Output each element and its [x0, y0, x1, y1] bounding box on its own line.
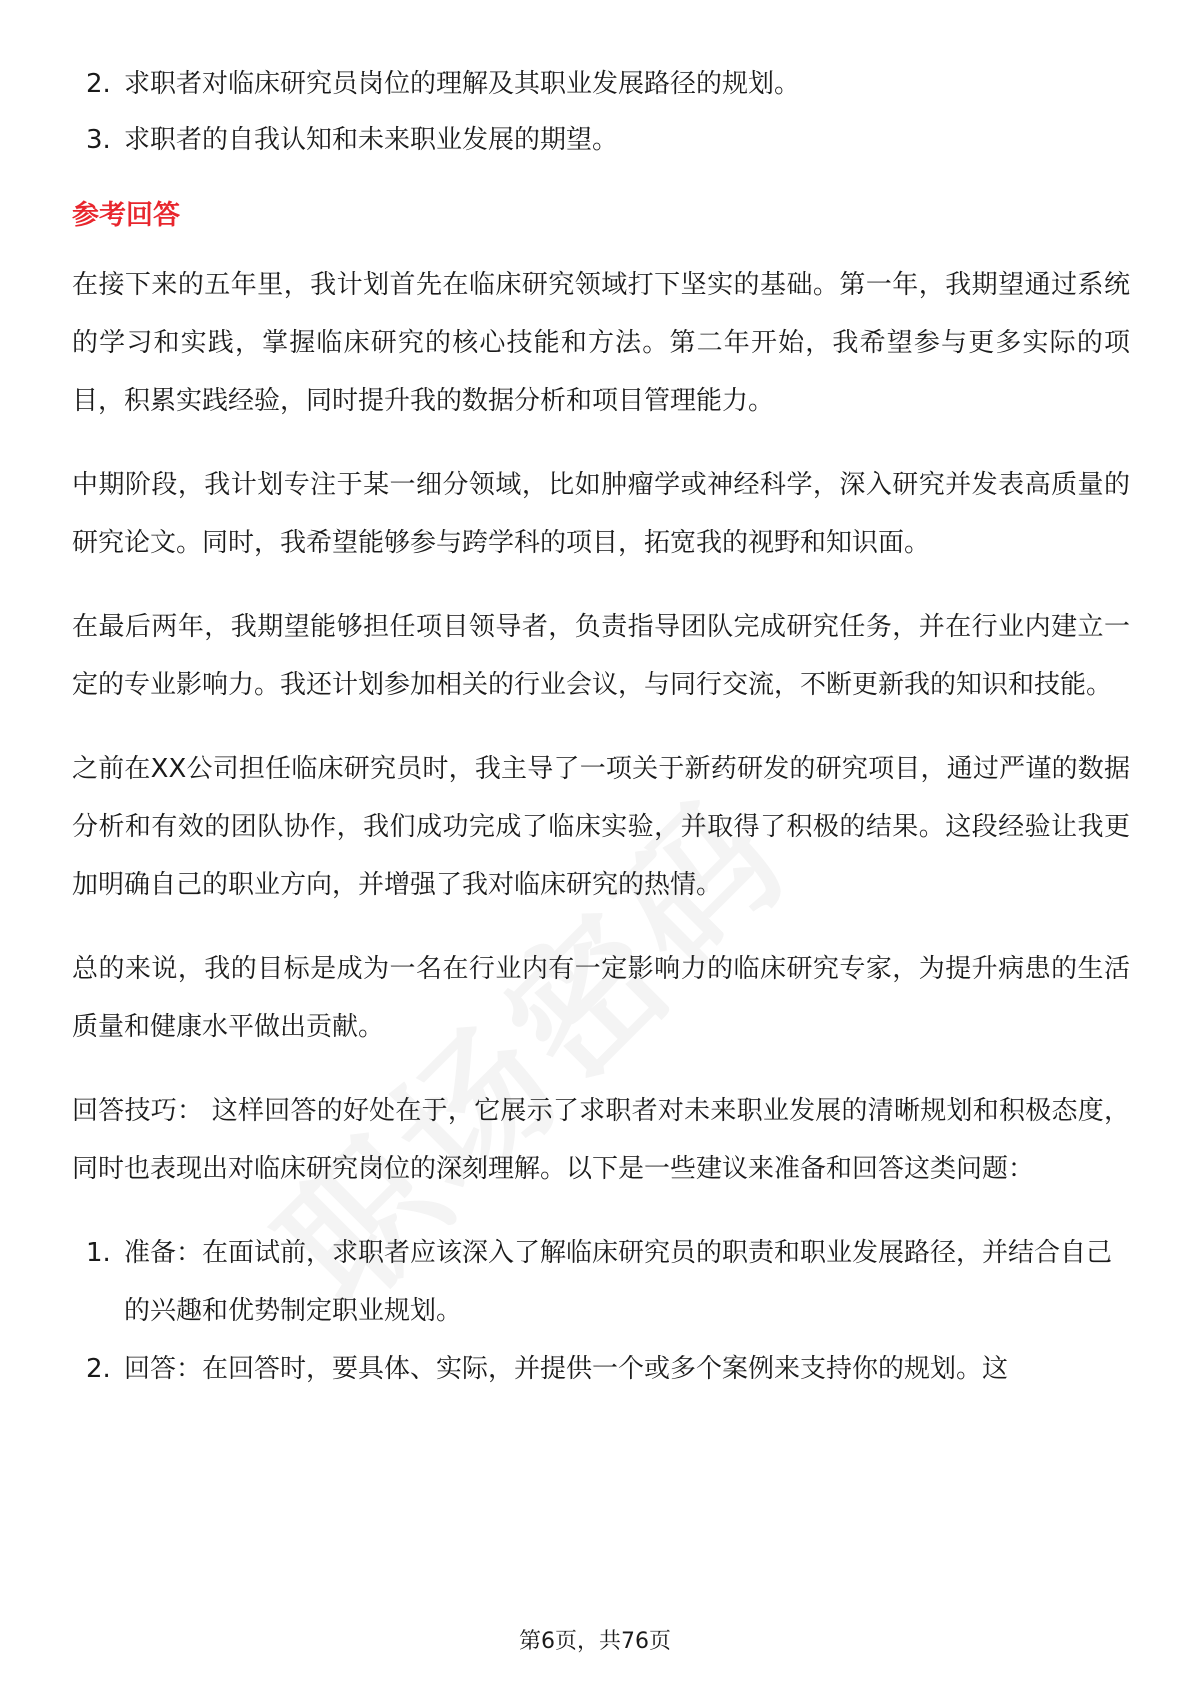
list-number: 3. — [86, 125, 111, 155]
paragraph: 在最后两年，我期望能够担任项目领导者，负责指导团队完成研究任务，并在行业内建立一定的专业影响力。我还计划参加相关的行业会议，与同行交流，不断更新我的知识和技能。 — [72, 612, 1130, 700]
list-item — [72, 112, 1130, 168]
list-text: 准备：在面试前，求职者应该深入了解临床研究员的职责和职业发展路径，并结合自己的兴趣和优势制定职业规划。 — [124, 1238, 1113, 1326]
list-number: 2. — [86, 1354, 111, 1384]
bottom-list — [72, 1224, 1130, 1398]
list-text: 求职者对临床研究员岗位的理解及其职业发展路径的规划。 — [124, 69, 801, 99]
page-footer: 第6页，共76页 — [519, 1629, 671, 1654]
list-number: 1. — [86, 1238, 111, 1268]
list-text: 求职者的自我认知和未来职业发展的期望。 — [124, 125, 619, 155]
section-heading: 参考回答 — [72, 200, 180, 231]
list-text: 回答：在回答时，要具体、实际，并提供一个或多个案例来支持你的规划。这 — [124, 1354, 1009, 1384]
list-item — [72, 1224, 1130, 1340]
list-item — [72, 56, 1130, 112]
paragraph: 中期阶段，我计划专注于某一细分领域，比如肿瘤学或神经科学，深入研究并发表高质量的研究论文。同时，我希望能够参与跨学科的项目，拓宽我的视野和知识面。 — [72, 470, 1130, 558]
paragraph: 之前在XX公司担任临床研究员时，我主导了一项关于新药研发的研究项目，通过严谨的数据分析和有效的团队协作，我们成功完成了临床实验，并取得了积极的结果。这段经验让我更加明确自己的职业方向，并增强了我对临床研究的热情。 — [72, 754, 1130, 900]
document-body — [72, 56, 1130, 1398]
top-list — [72, 56, 1130, 168]
paragraph: 总的来说，我的目标是成为一名在行业内有一定影响力的临床研究专家，为提升病患的生活质量和健康水平做出贡献。 — [72, 954, 1130, 1042]
list-number: 2. — [86, 69, 111, 99]
paragraph: 在接下来的五年里，我计划首先在临床研究领域打下坚实的基础。第一年，我期望通过系统的学习和实践，掌握临床研究的核心技能和方法。第二年开始，我希望参与更多实际的项目，积累实践经验，同时提升我的数据分析和项目管理能力。 — [72, 270, 1130, 416]
paragraph: 回答技巧： 这样回答的好处在于，它展示了求职者对未来职业发展的清晰规划和积极态度，同时也表现出对临床研究岗位的深刻理解。以下是一些建议来准备和回答这类问题： — [72, 1096, 1130, 1184]
list-item — [72, 1340, 1130, 1398]
